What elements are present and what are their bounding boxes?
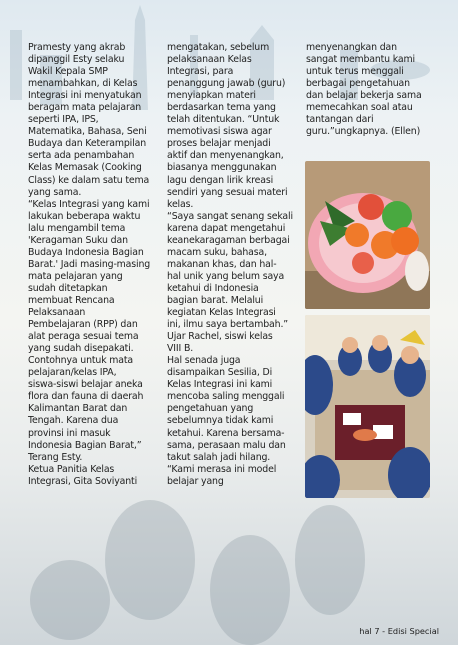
article-column-2 <box>167 42 301 488</box>
article-text-column-2: mengatakan, sebelum pelaksanaan Kelas Integrasi, para penanggung jawab (guru) menyiapkan materi berdasarkan tema yang telah ditentukan. “Untuk memotivasi siswa agar proses belajar menjadi aktif dan menyenangkan, biasanya menggunakan lagu dengan lirik kreasi sendiri yang sesuai materi kelas. “Saya sangat senang sekali karena dapat mengetahui keanekaragaman berbagai macam suku, bahasa, makanan khas, dan hal- hal unik yang belum saya ketahui di Indonesia bagian barat. Melalui kegiatan Kelas Integrasi ini, ilmu saya bertambah.” Ujar Rachel, siswi kelas VIII B. Hal senada juga disampaikan Sesilia, Di Kelas Integrasi ini kami mencoba saling menggali pengetahuan yang sebelumnya tidak kami ketahui. Karena bersama- sama, perasaan malu dan takut salah jadi hilang. “Kami merasa ini model belajar yang <box>167 42 293 487</box>
students-class-photo <box>305 315 430 498</box>
food-plate-photo <box>305 161 430 309</box>
article-text-column-1: Pramesty yang akrab dipanggil Esty selaku Wakil Kepala SMP menambahkan, di Kelas Integrasi ini menyatukan beragam mata pelajaran seperti IPA, IPS, Matematika, Bahasa, Seni Budaya dan Keterampilan serta ada penambahan Kelas Memasak (Cooking Class) ke dalam satu tema yang sama. “Kelas Integrasi yang kami lakukan beberapa waktu lalu mengambil tema 'Keragaman Suku dan Budaya Indonesia Bagian Barat.' Jadi masing-masing mata pelajaran yang sudah ditetapkan membuat Rencana Pelaksanaan Pembelajaran (RPP) dan alat peraga sesuai tema yang sudah disepakati. Contohnya untuk mata pelajaran/kelas IPA, siswa-siswi belajar aneka flora dan fauna di daerah Kalimantan Barat dan Tengah. Karena dua provinsi ini masuk Indonesia Bagian Barat,” Terang Esty. Ketua Panitia Kelas Integrasi, Gita Soviyanti <box>28 42 151 487</box>
article-column-1 <box>28 42 164 488</box>
article-column-3 <box>306 42 438 138</box>
page-number-label: hal 7 - Edisi Special <box>359 626 439 636</box>
article-text-column-3: menyenangkan dan sangat membantu kami untuk terus menggali berbagai pengetahuan dan belajar bekerja sama memecahkan soal atau tantangan dari guru.”ungkapnya. (Ellen) <box>306 42 422 138</box>
page-footer <box>359 626 439 636</box>
